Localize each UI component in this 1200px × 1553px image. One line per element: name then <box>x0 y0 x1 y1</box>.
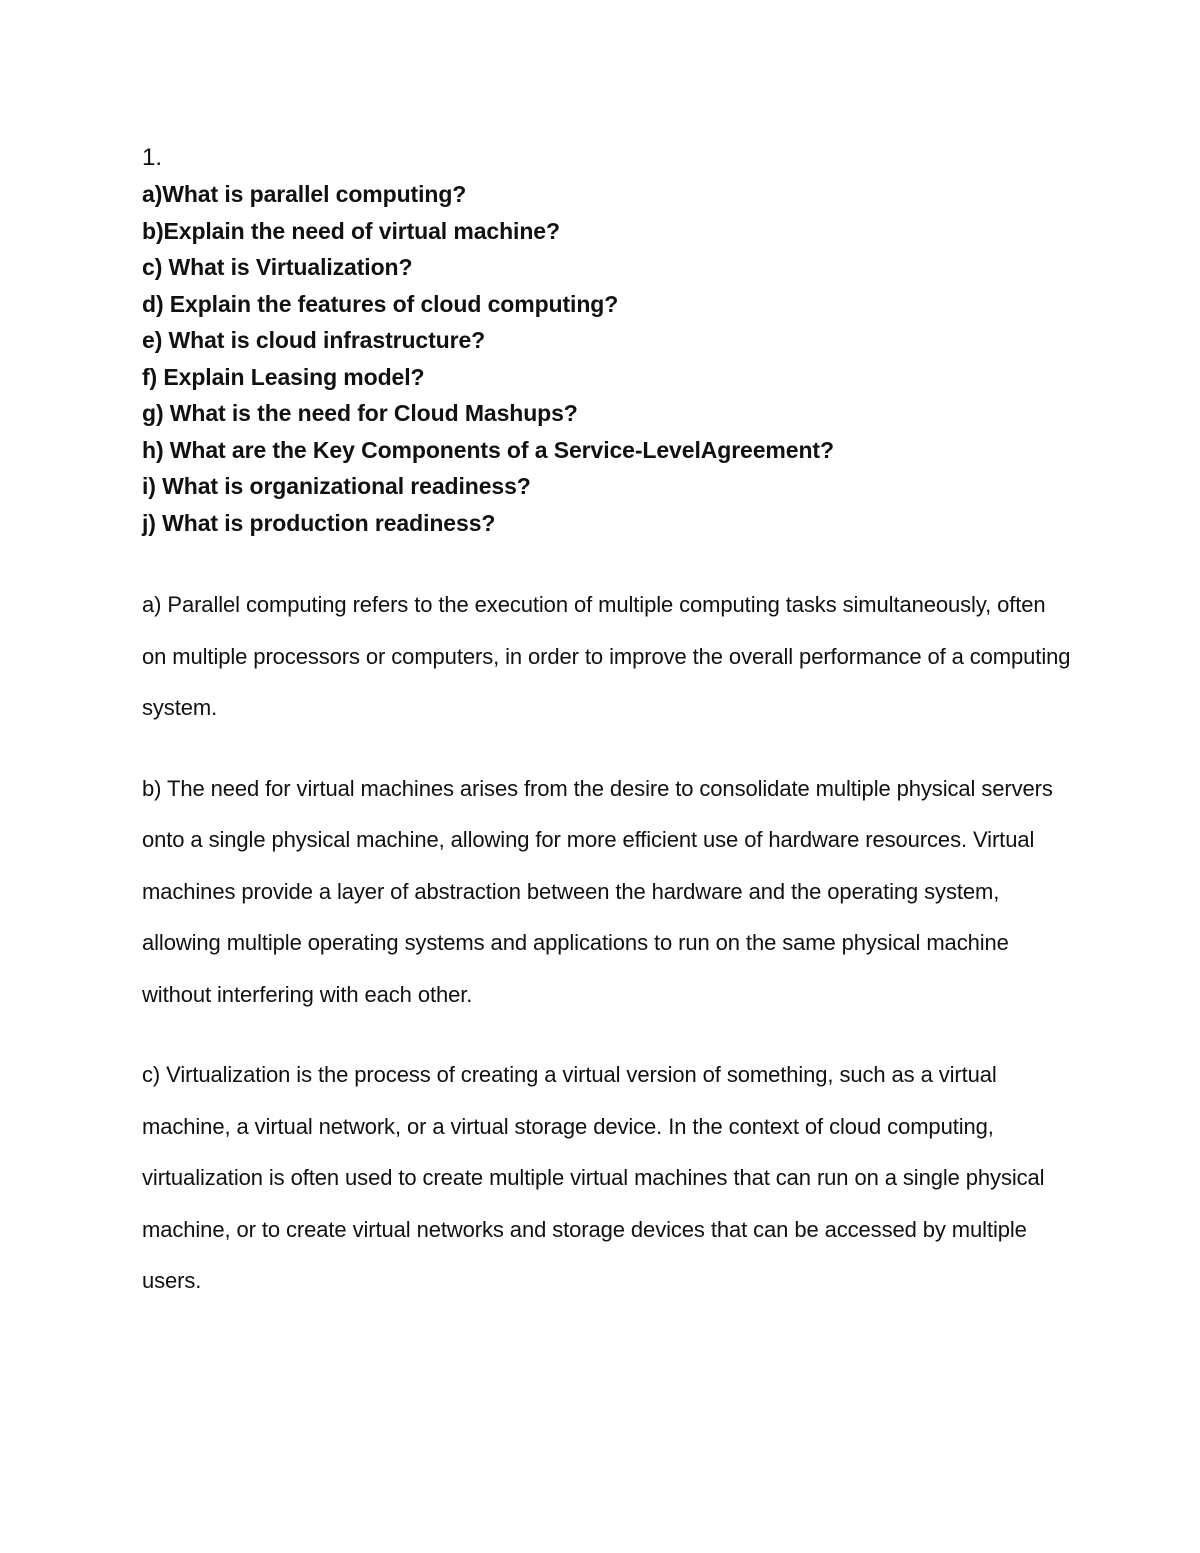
question-item: j) What is production readiness? <box>142 509 496 536</box>
question-item: f) Explain Leasing model? <box>142 363 425 390</box>
question-item: e) What is cloud infrastructure? <box>142 327 486 353</box>
question-item: c) What is Virtualization? <box>142 254 413 280</box>
answer-paragraph: c) Virtualization is the process of creating a virtual version of something, such as a virtual machine, a virtual network, or a virtual storage device. In the context of cloud computing, virtualization is often used to create multiple virtual machines that can run on a single physical machine, or to create virtual networks and storage devices that can be accessed by multiple users. <box>142 1062 1045 1293</box>
answer-section <box>142 579 1072 1307</box>
question-number: 1. <box>142 144 163 171</box>
question-item: b)Explain the need of virtual machine? <box>142 217 560 244</box>
question-item: g) What is the need for Cloud Mashups? <box>142 400 578 426</box>
question-item: i) What is organizational readiness? <box>142 473 531 499</box>
document-content <box>142 140 1072 1336</box>
answer-paragraph: b) The need for virtual machines arises from the desire to consolidate multiple physical servers onto a single physical machine, allowing for more efficient use of hardware resources. Virtual machines provide a layer of abstraction between the hardware and the operating system, allowing multiple operating systems and applications to run on the same physical machine without interfering with each other. <box>142 775 1053 1007</box>
question-item: h) What are the Key Components of a Service-LevelAgreement? <box>142 436 834 463</box>
question-list <box>142 176 1072 541</box>
question-item: d) Explain the features of cloud computing? <box>142 290 619 317</box>
question-item: a)What is parallel computing? <box>142 181 467 207</box>
answer-paragraph: a) Parallel computing refers to the execution of multiple computing tasks simultaneously, often on multiple processors or computers, in order to improve the overall performance of a computing system. <box>142 592 1071 720</box>
